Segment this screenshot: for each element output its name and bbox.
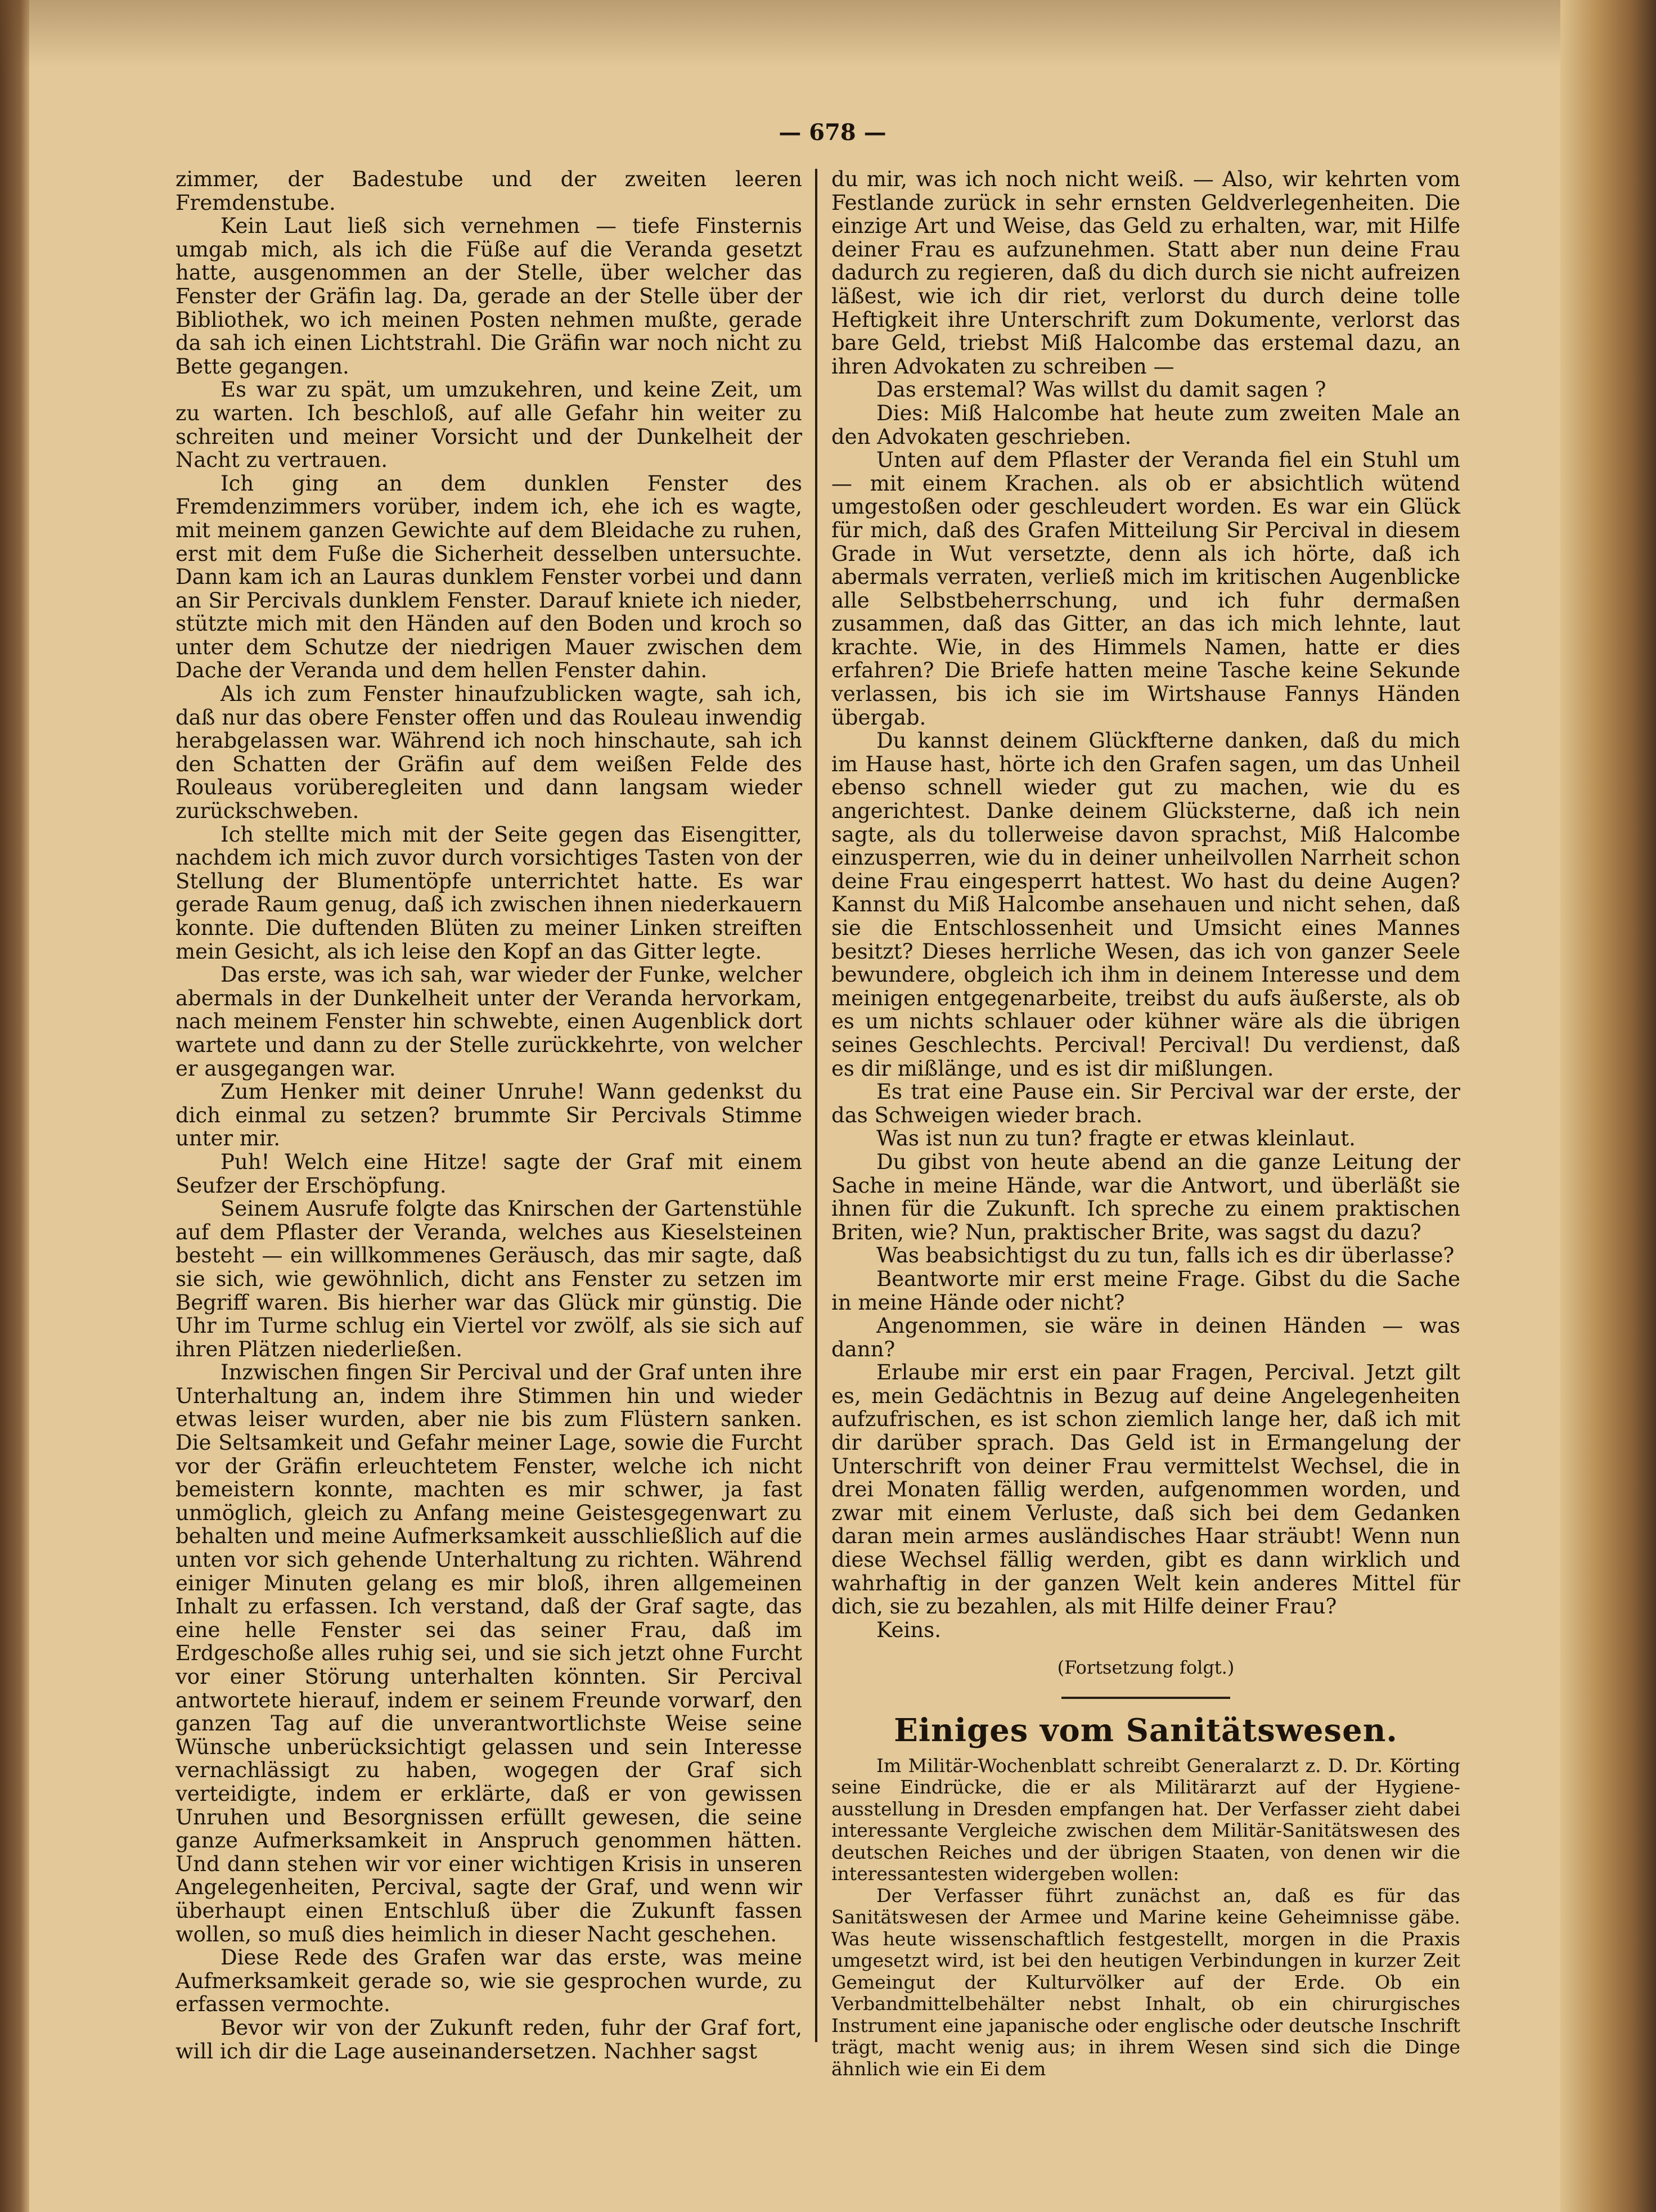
- paragraph: Seinem Ausrufe folgte das Knirschen der Gartenstühle auf dem Pflaster der Veranda, welches aus Kieselsteinen besteht — ein willkommenes Geräusch, das mir sagte, daß sie sich, wie gewöhnlich, dicht ans Fenster zu setzen im Begriff waren. Bis hierher war das Glück mir günstig. Die Uhr im Turme schlug ein Viertel vor zwölf, als sie sich auf ihren Plätzen niederließen.: [176, 1197, 802, 1361]
- paragraph: Keins.: [876, 1617, 941, 1642]
- right-column: [831, 168, 1460, 2080]
- paragraph: Es trat eine Pause ein. Sir Percival war der erste, der das Schweigen wieder brach.: [831, 1080, 1460, 1127]
- paragraph: Ich ging an dem dunklen Fenster des Fremdenzimmers vorüber, indem ich, ehe ich es wagte, mit meinem ganzen Gewichte auf dem Bleidache zu ruhen, erst mit dem Fuße die Sicherheit desselben untersuchte. Dann kam ich an Lauras dunklem Fenster vorbei und dann an Sir Percivals dunklem Fenster. Darauf kniete ich nieder, stützte mich mit den Händen auf den Boden und kroch so unter dem Schutze der niedrigen Mauer zwischen dem Dache der Veranda und dem hellen Fenster dahin.: [176, 471, 802, 683]
- paragraph: Bevor wir von der Zukunft reden, fuhr der Graf fort, will ich dir die Lage auseinandersetzen. Nachher sagst: [176, 2015, 802, 2063]
- paragraph: zimmer, der Badestube und der zweiten leeren Fremdenstube.: [176, 167, 802, 215]
- page-shadow: [0, 0, 1656, 68]
- section-divider: [1061, 1697, 1230, 1699]
- paragraph: Unten auf dem Pflaster der Veranda fiel ein Stuhl um — mit einem Krachen. als ob er absichtlich wütend umgestoßen oder geschleudert worden. Es war ein Glück für mich, daß des Grafen Mitteilung Sir Percival in diesem Grade in Wut versetzte, denn als ich hörte, daß ich abermals verraten, verließ mich im kritischen Augenblicke alle Selbstbeherrschung, und ich fuhr dermaßen zusammen, daß das Gitter, an das ich mich lehnte, laut krachte. Wie, in des Himmels Namen, hatte er dies erfahren? Die Briefe hatten meine Tasche keine Sekunde verlassen, bis ich sie im Wirtshause Fannys Händen übergab.: [831, 448, 1460, 730]
- paragraph: Puh! Welch eine Hitze! sagte der Graf mit einem Seufzer der Erschöpfung.: [176, 1149, 802, 1198]
- paragraph: Was ist nun zu tun? fragte er etwas kleinlaut.: [876, 1126, 1356, 1151]
- paragraph: Dies: Miß Halcombe hat heute zum zweiten Male an den Advokaten geschrieben.: [831, 401, 1460, 449]
- paragraph: Was beabsichtigst du zu tun, falls ich es dir überlasse?: [876, 1243, 1455, 1268]
- paragraph: Inzwischen fingen Sir Percival und der Graf unten ihre Unterhaltung an, indem ihre Stimmen hin und wieder etwas leiser wurden, aber nie bis zum Flüstern sanken. Die Seltsamkeit und Gefahr meiner Lage, sowie die Furcht vor der Gräfin erleuchtetem Fenster, welche ich nicht bemeistern konnte, machten es mir schwer, ja fast unmöglich, gleich zu Anfang meine Geistesgegenwart zu behalten und meine Aufmerksamkeit ausschließlich auf die unten vor sich gehende Unterhaltung zu richten. Während einiger Minuten gelang es mir bloß, ihren allgemeinen Inhalt zu erfassen. Ich verstand, daß der Graf sagte, das eine helle Fenster sei das seiner Frau, daß im Erdgeschoße alles ruhig sei, und sie sich jetzt ohne Furcht vor einer Störung unterhalten könnten. Sir Percival antwortete hierauf, indem er seinem Freunde vorwarf, den ganzen Tag auf die unverantwortlichste Weise seine Wünsche unberücksichtigt gelassen und sein Interesse vernachlässigt zu haben, wogegen der Graf sich verteidigte, indem er erklärte, daß er von gewissen Unruhen und Besorgnissen erfüllt gewesen, die seine ganze Aufmerksamkeit in Anspruch genommen hätten. Und dann stehen wir vor einer wichtigen Krisis in unseren Angelegenheiten, Percival, sagte der Graf, und wenn wir überhaupt einen Entschluß über die Zukunft fassen wollen, so muß dies heimlich in dieser Nacht geschehen.: [176, 1360, 802, 1946]
- paragraph: Das erstemal? Was willst du damit sagen ?: [876, 377, 1326, 402]
- page-number: — 678 —: [778, 119, 886, 146]
- paragraph: Beantworte mir erst meine Frage. Gibst du die Sache in meine Hände oder nicht?: [831, 1266, 1460, 1315]
- paragraph: Das erste, was ich sah, war wieder der Funke, welcher abermals in der Dunkelheit unter der Veranda hervorkam, nach meinem Fenster hin schwebte, einen Augenblick dort wartete und dann zu der Stelle zurückkehrte, von welcher er ausgegangen war.: [176, 963, 802, 1081]
- left-column: [176, 168, 802, 2063]
- paragraph: Ich stellte mich mit der Seite gegen das Eisengitter, nachdem ich mich zuvor durch vorsichtiges Tasten von der Stellung der Blumentöpfe unterrichtet hatte. Es war gerade Raum genug, daß ich zwischen ihnen niederkauern konnte. Die duftenden Blüten zu meiner Linken streiften mein Gesicht, als ich leise den Kopf an das Gitter legte.: [176, 822, 802, 964]
- article-paragraph: Der Verfasser führt zunächst an, daß es für das Sanitätswesen der Armee und Marine keine Geheimnisse gäbe. Was heute wissenschaftlich festgestellt, morgen in die Praxis umgesetzt wird, ist bei den heutigen Verbindungen in kurzer Zeit Gemeingut der Kulturvölker auf der Erde. Ob ein Verbandmittelbehälter nebst Inhalt, ob ein chirurgisches Instrument eine japanische oder englische oder deutsche Inschrift trägt, macht wenig aus; in ihrem Wesen sind sich die Dinge ähnlich wie ein Ei dem: [831, 1884, 1460, 2080]
- paragraph: Als ich zum Fenster hinaufzublicken wagte, sah ich, daß nur das obere Fenster offen und das Rouleau inwendig herabgelassen war. Während ich noch hinschaute, sah ich den Schatten der Gräfin auf dem weißen Felde des Rouleaus vorüberegleiten und dann langsam wieder zurückschweben.: [176, 682, 802, 824]
- paragraph: Erlaube mir erst ein paar Fragen, Percival. Jetzt gilt es, mein Gedächtnis in Bezug auf deine Angelegenheiten aufzufrischen, es ist schon ziemlich lange her, daß ich mit dir darüber sprach. Das Geld ist in Ermangelung der Unterschrift von deiner Frau vermittelst Wechsel, die in drei Monaten fällig werden, aufgenommen worden, und zwar mit einem Verluste, daß sich bei dem Gedanken daran mein armes ausländisches Haar sträubt! Wenn nun diese Wechsel fällig werden, gibt es dann wirklich und wahrhaftig in der ganzen Welt kein anderes Mittel für dich, sie zu bezahlen, als mit Hilfe deiner Frau?: [831, 1360, 1460, 1619]
- paragraph: Diese Rede des Grafen war das erste, was meine Aufmerksamkeit gerade so, wie sie gesprochen wurde, zu erfassen vermochte.: [176, 1945, 802, 2017]
- page-edge: [1560, 0, 1656, 2212]
- paragraph: Zum Henker mit deiner Unruhe! Wann gedenkst du dich einmal zu setzen? brummte Sir Percivals Stimme unter mir.: [176, 1080, 802, 1151]
- paragraph: du mir, was ich noch nicht weiß. — Also, wir kehrten vom Festlande zurück in sehr ernsten Geldverlegenheiten. Die einzige Art und Weise, das Geld zu erhalten, war, mit Hilfe deiner Frau es aufzunehmen. Statt aber nun deine Frau dadurch zu regieren, daß du dich durch sie nicht aufreizen läßest, wie ich dir riet, verlorst du durch deine tolle Heftigkeit ihre Unterschrift zum Dokumente, verlorst das bare Geld, triebst Miß Halcombe das erstemal dazu, an ihren Advokaten zu schreiben —: [831, 167, 1460, 379]
- paragraph: Du gibst von heute abend an die ganze Leitung der Sache in meine Hände, war die Antwort, und überläßt sie ihnen für die Zukunft. Ich spreche zu einem praktischen Briten, wie? Nun, praktischer Brite, was sagst du dazu?: [831, 1149, 1460, 1244]
- article-paragraph: Im Militär-Wochenblatt schreibt Generalarzt z. D. Dr. Körting seine Eindrücke, die er als Militärarzt auf der Hygiene-ausstellung in Dresden empfangen hat. Der Verfasser zieht dabei interessante Vergleiche zwischen dem Militär-Sanitätswesen des deutschen Reiches und der übrigen Staaten, von denen wir die interessantesten widergeben wollen:: [831, 1754, 1460, 1885]
- paragraph: Du kannst deinem Glückfterne danken, daß du mich im Hause hast, hörte ich den Grafen sagen, um das Unheil ebenso schnell wieder gut zu machen, wie du es angerichtest. Danke deinem Glücksterne, daß ich nein sagte, als du tollerweise davon sprachst, Miß Halcombe einzusperren, wie du in deiner unheilvollen Narrheit schon deine Frau eingesperrt hattest. Wo hast du deine Augen? Kannst du Miß Halcombe ansehauen und nicht sehen, daß sie die Entschlossenheit und Umsicht eines Mannes besitzt? Dieses herrliche Wesen, das ich von ganzer Seele bewundere, obgleich ich ihm in deinem Interesse und dem meinigen entgegenarbeite, treibst du aufs äußerste, als ob es um nichts schlauer oder kühner wäre als die übrigen seines Geschlechts. Percival! Percival! Du verdienst, daß es dir mißlänge, und es ist dir mißlungen.: [831, 729, 1460, 1081]
- column-divider: [815, 169, 817, 2042]
- article-heading: Einiges vom Sanitätswesen.: [894, 1712, 1398, 1749]
- book-binding: [0, 0, 29, 2212]
- paragraph: Kein Laut ließ sich vernehmen — tiefe Finsternis umgab mich, als ich die Füße auf die Veranda gesetzt hatte, ausgenommen an der Stelle, über welcher das Fenster der Gräfin lag. Da, gerade an der Stelle über der Bibliothek, wo ich meinen Posten nehmen mußte, gerade da sah ich einen Lichtstrahl. Die Gräfin war noch nicht zu Bette gegangen.: [176, 214, 802, 379]
- continuation-note: (Fortsetzung folgt.): [1057, 1657, 1235, 1679]
- paragraph: Angenommen, sie wäre in deinen Händen — was dann?: [831, 1314, 1460, 1361]
- paragraph: Es war zu spät, um umzukehren, und keine Zeit, um zu warten. Ich beschloß, auf alle Gefahr hin weiter zu schreiten und meiner Vorsicht und der Dunkelheit der Nacht zu vertrauen.: [176, 377, 802, 473]
